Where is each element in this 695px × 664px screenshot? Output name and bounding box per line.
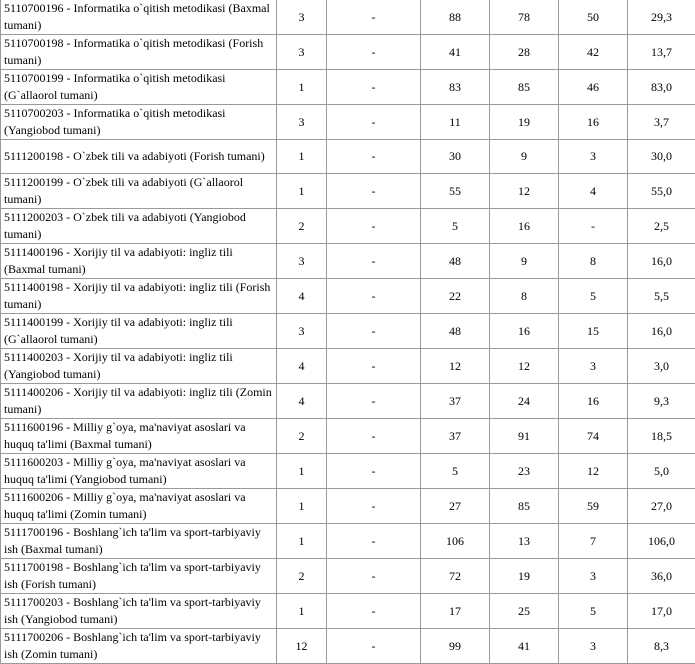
- plan-count-cell: 2: [277, 209, 327, 244]
- plan-count-cell: 4: [277, 349, 327, 384]
- plan-count-cell: 3: [277, 244, 327, 279]
- competition-ratio-cell: 13,7: [628, 35, 695, 70]
- direction-name-cell: 5110700196 - Informatika o`qitish metodikasi (Baxmal tumani): [1, 0, 277, 35]
- applications-cell: 106: [421, 524, 490, 559]
- value-cell-5: 4: [559, 174, 628, 209]
- plan-count-cell: 1: [277, 70, 327, 105]
- plan-count-cell: 3: [277, 0, 327, 35]
- competition-ratio-cell: 83,0: [628, 70, 695, 105]
- value-cell-4: 16: [490, 209, 559, 244]
- competition-ratio-cell: 5,5: [628, 279, 695, 314]
- competition-ratio-cell: 2,5: [628, 209, 695, 244]
- applications-cell: 27: [421, 489, 490, 524]
- value-cell-4: 12: [490, 349, 559, 384]
- table-row: [1, 349, 695, 384]
- value-cell-5: 12: [559, 454, 628, 489]
- table-row: [1, 489, 695, 524]
- value-cell-4: 41: [490, 629, 559, 664]
- contract-count-cell: -: [327, 105, 421, 140]
- direction-name-cell: 5111600203 - Milliy g`oya, ma'naviyat asoslari va huquq ta'limi (Yangiobod tumani): [1, 454, 277, 489]
- competition-ratio-cell: 30,0: [628, 140, 695, 174]
- plan-count-cell: 3: [277, 314, 327, 349]
- value-cell-4: 9: [490, 244, 559, 279]
- contract-count-cell: -: [327, 244, 421, 279]
- plan-count-cell: 1: [277, 140, 327, 174]
- value-cell-4: 25: [490, 594, 559, 629]
- table-row: [1, 629, 695, 664]
- competition-ratio-cell: 18,5: [628, 419, 695, 454]
- table-row: [1, 244, 695, 279]
- table-row: [1, 384, 695, 419]
- value-cell-4: 85: [490, 70, 559, 105]
- applications-cell: 55: [421, 174, 490, 209]
- value-cell-4: 91: [490, 419, 559, 454]
- contract-count-cell: -: [327, 35, 421, 70]
- table-row: [1, 279, 695, 314]
- applications-cell: 48: [421, 244, 490, 279]
- value-cell-5: 16: [559, 384, 628, 419]
- table-body: [1, 0, 695, 664]
- value-cell-5: 42: [559, 35, 628, 70]
- table-row: [1, 105, 695, 140]
- applications-cell: 72: [421, 559, 490, 594]
- plan-count-cell: 1: [277, 174, 327, 209]
- competition-ratio-cell: 106,0: [628, 524, 695, 559]
- applications-cell: 5: [421, 209, 490, 244]
- value-cell-5: 74: [559, 419, 628, 454]
- value-cell-4: 24: [490, 384, 559, 419]
- value-cell-5: 3: [559, 629, 628, 664]
- contract-count-cell: -: [327, 594, 421, 629]
- competition-ratio-cell: 3,0: [628, 349, 695, 384]
- value-cell-4: 13: [490, 524, 559, 559]
- direction-name-cell: 5111400198 - Xorijiy til va adabiyoti: ingliz tili (Forish tumani): [1, 279, 277, 314]
- contract-count-cell: -: [327, 314, 421, 349]
- direction-name-cell: 5111700198 - Boshlang`ich ta'lim va sport-tarbiyaviy ish (Forish tumani): [1, 559, 277, 594]
- plan-count-cell: 2: [277, 419, 327, 454]
- applications-cell: 30: [421, 140, 490, 174]
- competition-ratio-cell: 27,0: [628, 489, 695, 524]
- applications-cell: 99: [421, 629, 490, 664]
- plan-count-cell: 1: [277, 454, 327, 489]
- value-cell-5: 3: [559, 349, 628, 384]
- table-row: [1, 0, 695, 35]
- value-cell-4: 23: [490, 454, 559, 489]
- contract-count-cell: -: [327, 419, 421, 454]
- direction-name-cell: 5111200199 - O`zbek tili va adabiyoti (G`allaorol tumani): [1, 174, 277, 209]
- plan-count-cell: 1: [277, 594, 327, 629]
- table-row: [1, 419, 695, 454]
- plan-count-cell: 4: [277, 279, 327, 314]
- plan-count-cell: 12: [277, 629, 327, 664]
- table-row: [1, 559, 695, 594]
- value-cell-4: 12: [490, 174, 559, 209]
- applications-cell: 37: [421, 384, 490, 419]
- applications-cell: 88: [421, 0, 490, 35]
- direction-name-cell: 5111400196 - Xorijiy til va adabiyoti: ingliz tili (Baxmal tumani): [1, 244, 277, 279]
- table-row: [1, 454, 695, 489]
- value-cell-5: 59: [559, 489, 628, 524]
- applications-cell: 11: [421, 105, 490, 140]
- plan-count-cell: 2: [277, 559, 327, 594]
- plan-count-cell: 3: [277, 35, 327, 70]
- value-cell-5: 7: [559, 524, 628, 559]
- value-cell-4: 85: [490, 489, 559, 524]
- contract-count-cell: -: [327, 384, 421, 419]
- competition-ratio-cell: 16,0: [628, 244, 695, 279]
- competition-ratio-cell: 5,0: [628, 454, 695, 489]
- direction-name-cell: 5111700206 - Boshlang`ich ta'lim va sport-tarbiyaviy ish (Zomin tumani): [1, 629, 277, 664]
- contract-count-cell: -: [327, 209, 421, 244]
- value-cell-5: 46: [559, 70, 628, 105]
- direction-name-cell: 5110700198 - Informatika o`qitish metodikasi (Forish tumani): [1, 35, 277, 70]
- contract-count-cell: -: [327, 349, 421, 384]
- applications-cell: 22: [421, 279, 490, 314]
- direction-name-cell: 5111700196 - Boshlang`ich ta'lim va sport-tarbiyaviy ish (Baxmal tumani): [1, 524, 277, 559]
- contract-count-cell: -: [327, 279, 421, 314]
- direction-name-cell: 5110700203 - Informatika o`qitish metodikasi (Yangiobod tumani): [1, 105, 277, 140]
- value-cell-4: 8: [490, 279, 559, 314]
- value-cell-4: 78: [490, 0, 559, 35]
- contract-count-cell: -: [327, 454, 421, 489]
- value-cell-5: 16: [559, 105, 628, 140]
- value-cell-5: 15: [559, 314, 628, 349]
- competition-ratio-cell: 9,3: [628, 384, 695, 419]
- plan-count-cell: 1: [277, 489, 327, 524]
- value-cell-5: 5: [559, 594, 628, 629]
- contract-count-cell: -: [327, 70, 421, 105]
- value-cell-5: 3: [559, 559, 628, 594]
- contract-count-cell: -: [327, 174, 421, 209]
- contract-count-cell: -: [327, 140, 421, 174]
- contract-count-cell: -: [327, 524, 421, 559]
- contract-count-cell: -: [327, 559, 421, 594]
- table-row: [1, 524, 695, 559]
- direction-name-cell: 5111200203 - O`zbek tili va adabiyoti (Yangiobod tumani): [1, 209, 277, 244]
- value-cell-4: 19: [490, 559, 559, 594]
- competition-ratio-cell: 8,3: [628, 629, 695, 664]
- contract-count-cell: -: [327, 489, 421, 524]
- direction-name-cell: 5111400206 - Xorijiy til va adabiyoti: ingliz tili (Zomin tumani): [1, 384, 277, 419]
- applications-cell: 12: [421, 349, 490, 384]
- applications-cell: 83: [421, 70, 490, 105]
- direction-name-cell: 5111700203 - Boshlang`ich ta'lim va sport-tarbiyaviy ish (Yangiobod tumani): [1, 594, 277, 629]
- competition-ratio-cell: 29,3: [628, 0, 695, 35]
- direction-name-cell: 5111400203 - Xorijiy til va adabiyoti: ingliz tili (Yangiobod tumani): [1, 349, 277, 384]
- contract-count-cell: -: [327, 0, 421, 35]
- competition-ratio-cell: 16,0: [628, 314, 695, 349]
- table-row: [1, 594, 695, 629]
- direction-name-cell: 5111400199 - Xorijiy til va adabiyoti: ingliz tili (G`allaorol tumani): [1, 314, 277, 349]
- table-row: [1, 174, 695, 209]
- direction-name-cell: 5111600196 - Milliy g`oya, ma'naviyat asoslari va huquq ta'limi (Baxmal tumani): [1, 419, 277, 454]
- table-row: [1, 314, 695, 349]
- value-cell-5: 8: [559, 244, 628, 279]
- value-cell-5: 5: [559, 279, 628, 314]
- table-row: [1, 140, 695, 174]
- value-cell-5: -: [559, 209, 628, 244]
- competition-ratio-cell: 55,0: [628, 174, 695, 209]
- plan-count-cell: 3: [277, 105, 327, 140]
- direction-name-cell: 5111200198 - O`zbek tili va adabiyoti (Forish tumani): [1, 140, 277, 174]
- contract-count-cell: -: [327, 629, 421, 664]
- plan-count-cell: 1: [277, 524, 327, 559]
- table-row: [1, 35, 695, 70]
- table-row: [1, 70, 695, 105]
- plan-count-cell: 4: [277, 384, 327, 419]
- applications-cell: 41: [421, 35, 490, 70]
- value-cell-4: 16: [490, 314, 559, 349]
- value-cell-5: 50: [559, 0, 628, 35]
- direction-name-cell: 5111600206 - Milliy g`oya, ma'naviyat asoslari va huquq ta'limi (Zomin tumani): [1, 489, 277, 524]
- table-row: [1, 209, 695, 244]
- competition-ratio-cell: 17,0: [628, 594, 695, 629]
- value-cell-4: 19: [490, 105, 559, 140]
- competition-ratio-cell: 3,7: [628, 105, 695, 140]
- value-cell-4: 28: [490, 35, 559, 70]
- applications-cell: 17: [421, 594, 490, 629]
- direction-name-cell: 5110700199 - Informatika o`qitish metodikasi (G`allaorol tumani): [1, 70, 277, 105]
- applications-cell: 48: [421, 314, 490, 349]
- applications-cell: 37: [421, 419, 490, 454]
- competition-ratio-cell: 36,0: [628, 559, 695, 594]
- applications-cell: 5: [421, 454, 490, 489]
- value-cell-4: 9: [490, 140, 559, 174]
- value-cell-5: 3: [559, 140, 628, 174]
